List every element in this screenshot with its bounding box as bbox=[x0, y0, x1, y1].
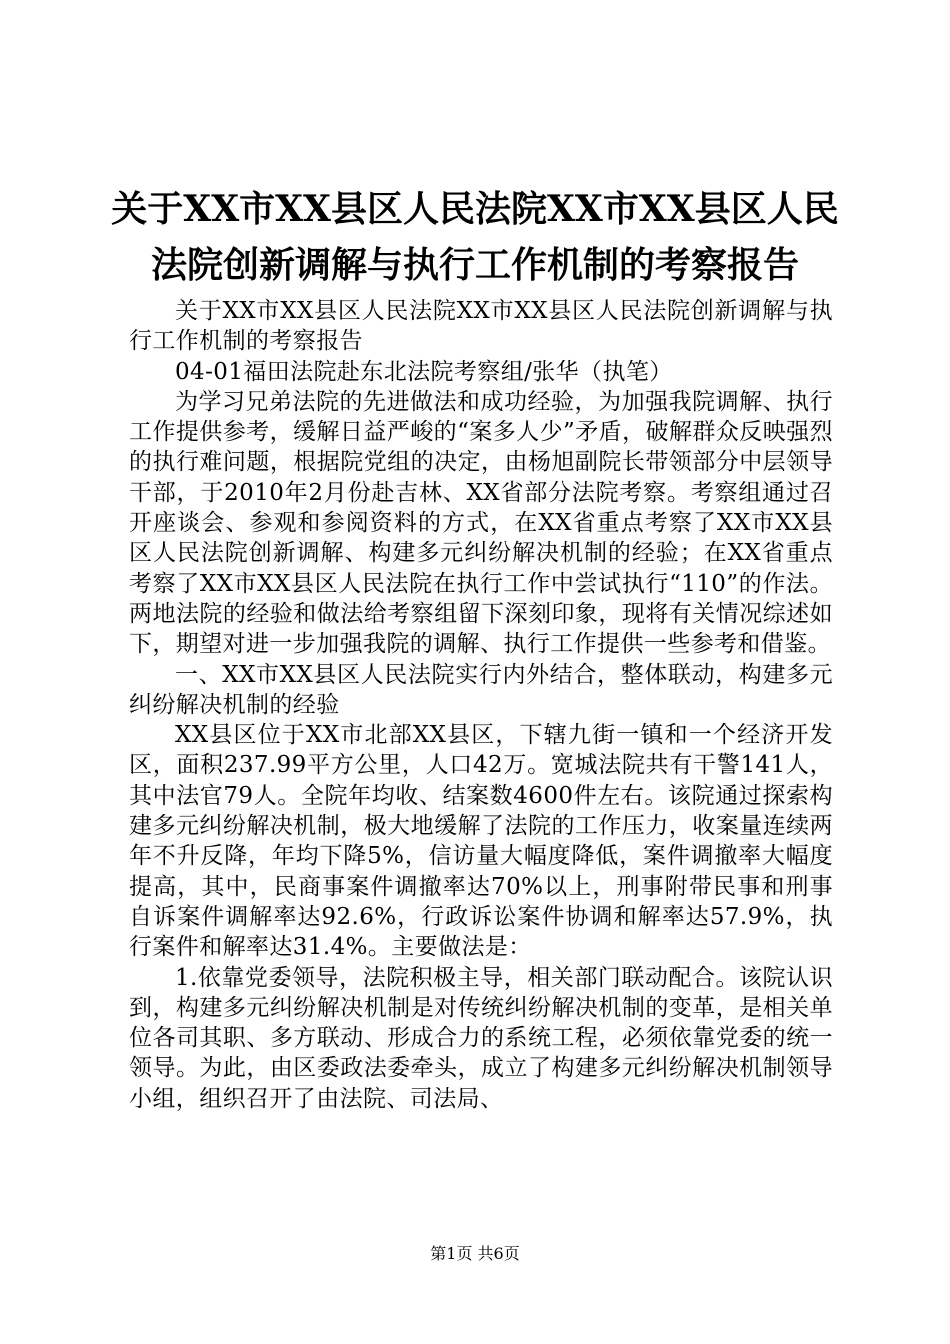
paragraph-section-heading-1: 一、XX市XX县区人民法院实行内外结合，整体联动，构建多元纠纷解决机制的经验 bbox=[129, 661, 833, 718]
document-title bbox=[100, 181, 850, 293]
paragraph-heading-repeat: 关于XX市XX县区人民法院XX市XX县区人民法院创新调解与执行工作机制的考察报告 bbox=[129, 298, 833, 355]
paragraph-author-line: 04-01福田法院赴东北法院考察组/张华（执笔） bbox=[175, 358, 673, 385]
document-title-line-2: 法院创新调解与执行工作机制的考察报告 bbox=[150, 244, 799, 286]
paragraph-practice-1: 1.依靠党委领导，法院积极主导，相关部门联动配合。该院认识到，构建多元纠纷解决机制是对传统纠纷解决机制的变革，是相关单位各司其职、多方联动、形成合力的系统工程，必须依靠党委的统一领导。为此，由区委政法委牵头，成立了构建多元纠纷解决机制领导小组，组织召开了由法院、司法局、 bbox=[129, 964, 833, 1112]
document-body bbox=[129, 296, 833, 1114]
page-number-footer: 第1页 共6页 bbox=[430, 1244, 520, 1263]
paragraph-district-overview: XX县区位于XX市北部XX县区，下辖九街一镇和一个经济开发区，面积237.99平方公里，人口42万。宽城法院共有干警141人，其中法官79人。全院年均收、结案数4600件左右。该院通过探索构建多元纠纷解决机制，极大地缓解了法院的工作压力，收案量连续两年不升反降，年均下降5%，信访量大幅度降低，案件调撤率大幅度提高，其中，民商事案件调撤率达70%以上，刑事附带民事和刑事自诉案件调解率达92.6%，行政诉讼案件协调和解率达57.9%，执行案件和解率达31.4%。主要做法是： bbox=[129, 722, 833, 961]
paragraph-introduction: 为学习兄弟法院的先进做法和成功经验，为加强我院调解、执行工作提供参考，缓解日益严峻的“案多人少”矛盾，破解群众反映强烈的执行难问题，根据院党组的决定，由杨旭副院长带领部分中层领导干部，于2010年2月份赴吉林、XX省部分法院考察。考察组通过召开座谈会、参观和参阅资料的方式，在XX省重点考察了XX市XX县区人民法院创新调解、构建多元纠纷解决机制的经验；在XX省重点考察了XX市XX县区人民法院在执行工作中尝试执行“110”的作法。两地法院的经验和做法给考察组留下深刻印象，现将有关情况综述如下，期望对进一步加强我院的调解、执行工作提供一些参考和借鉴。 bbox=[129, 388, 833, 658]
document-title-line-1: 关于XX市XX县区人民法院XX市XX县区人民 bbox=[111, 188, 839, 230]
